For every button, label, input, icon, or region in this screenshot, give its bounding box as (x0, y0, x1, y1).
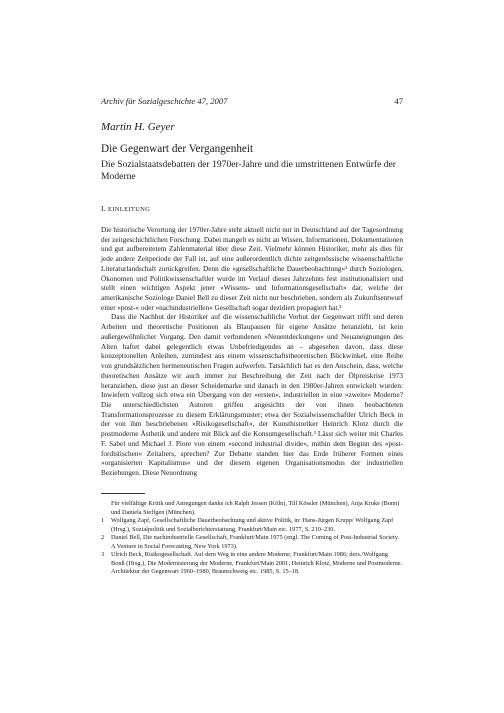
footnote-2-mark: 2 (101, 534, 105, 542)
footnote-divider (101, 493, 145, 494)
article-subtitle: Die Sozialstaatsdebatten der 1970er-Jahre und die umstrittenen Entwürfe der Moderne (101, 159, 396, 182)
footnote-1-mark: 1 (101, 517, 105, 525)
footnote-3 (101, 551, 403, 577)
journal-citation: Archiv für Sozialgeschichte 47, 2007 (101, 96, 228, 106)
footnote-3-text: Ulrich Beck, Risikogesellschaft. Auf dem Weg in eine andere Moderne, Frankfurt/Main 1986; ders./Wolfgang Bonß (Hrsg.), Die Modernisierung der Moderne, Frankfurt/Main 2001; Heinrich Klotz, Moderne und Postmoderne. Architektur der Gegenwart 1960–1980, Braunschweig etc. 1985, S. 15–18. (111, 551, 403, 576)
section-title: EINLEITUNG (107, 206, 151, 213)
footnote-2 (101, 534, 403, 551)
body-text (101, 226, 403, 479)
running-head (101, 96, 403, 107)
section-number: I. (101, 204, 106, 213)
section-heading (101, 204, 150, 215)
article-title: Die Gegenwart der Vergangenheit (101, 143, 254, 155)
page-number: 47 (394, 96, 403, 106)
paragraph-1: Die historische Verortung der 1970er-Jahre steht aktuell nicht nur in Deutschland auf der Tagesordnung der zeitgeschichtlichen Forschung. Dabei mangelt es nicht an Wissen, Informationen, Dokumentationen und gut aufbereitetem Zahlenmaterial über diese Zeit. Vielmehr können Historiker, mehr als dies für jede andere Zeitperiode der Fall ist, auf eine außerordentlich dichte zeitgenössische wissenschaftliche Literaturlandschaft zurückgreifen. Denn die »gesellschaftliche Dauerbeobachtung«¹ durch Soziologen, Ökonomen und Politikwissenschaftler wurde im Verlauf dieses Jahrzehnts fest institutionalisiert und stellt einen wichtigen Aspekt jener »Wissens- und Informationsgesellschaft« dar, welche der amerikanische Soziologe Daniel Bell zu dieser Zeit nicht nur beschrieben, sondern als Zukunftsentwurf einer »post-« oder »nachindustriellen« Gesellschaft sogar dezidiert propagiert hat.² (101, 226, 403, 312)
footnote-3-mark: 3 (101, 551, 105, 559)
footnote-1-text: Wolfgang Zapf, Gesellschaftliche Dauerbeobachtung und aktive Politik, in: Hans-Jürgen Krupp/ Wolfgang Zapf (Hrsg.), Sozialpolitik und Sozialberichterstattung, Frankfurt/Main etc. 1977, S. 210–230. (111, 517, 394, 533)
footnotes (101, 500, 403, 577)
article-author: Martin H. Geyer (101, 121, 175, 133)
footnote-1 (101, 517, 403, 534)
footnote-2-text: Daniel Bell, Die nachindustrielle Gesellschaft, Frankfurt/Main 1975 (engl. The Coming of Post-Industrial Society. A Venture in Social Forecasting, New York 1973). (111, 534, 400, 550)
footnote-acknowledgement: Für vielfältige Kritik und Anregungen danke ich Ralph Jessen (Köln), Till Kössler (München), Anja Kruke (Bonn) und Daniela Steffgen (München). (111, 500, 400, 516)
paragraph-2: Dass die Nachhut der Historiker auf die wissenschaftliche Vorhut der Gegenwart trifft und deren Arbeiten und theoretische Positionen als Blaupausen für eigene Ansätze heranzieht, ist kein außergewöhnlicher Vorgang. Den damit verbundenen »Neuentdeckungen« und Neuaneignungen des Alten haftet dabei gelegentlich etwas Unbefriedigendes an – abgesehen davon, dass diese konzeptionellen Anleihen, zumindest aus einem wissenschaftstheoretischen Blickwinkel, eine Reihe von grundsätzlichen hermeneutischen Fragen aufwerfen. Tatsächlich hat es den Anschein, dass, welche theoretischen Ansätze wir auch immer zur Beschreibung der Zeit nach der Ölpreiskrise 1973 heranziehen, diese just an dieser Scheidemarke und danach in den 1980er-Jahren entwickelt wurden: Inwiefern vollzog sich etwa ein Übergang von der »ersten«, industriellen in eine »zweite« Moderne? Die unterschiedlichsten Autoren griffen angesichts der von ihnen beobachteten Transformationsprozesse zu diesem Erklärungsmuster; etwa der Sozialwissenschaftler Ulrich Beck in der von ihm beschriebenen »Risikogesellschaft«, der Kunsthistoriker Heinrich Klotz durch die postmoderne Ästhetik und andere mit Blick auf die Konsumgesellschaft.³ Lässt sich weiter mit Charles F. Sabel und Michael J. Piore von einem »second industrial divide«, mithin dem Beginn des »post-fordistischen« Zeitalters, sprechen? Zur Debatte standen hier das Ende früherer Formen eines »organisierten Kapitalismus« und der diesem eigenen Organisationsmodus der industriellen Beziehungen. Diese Neuordnung (101, 313, 403, 477)
